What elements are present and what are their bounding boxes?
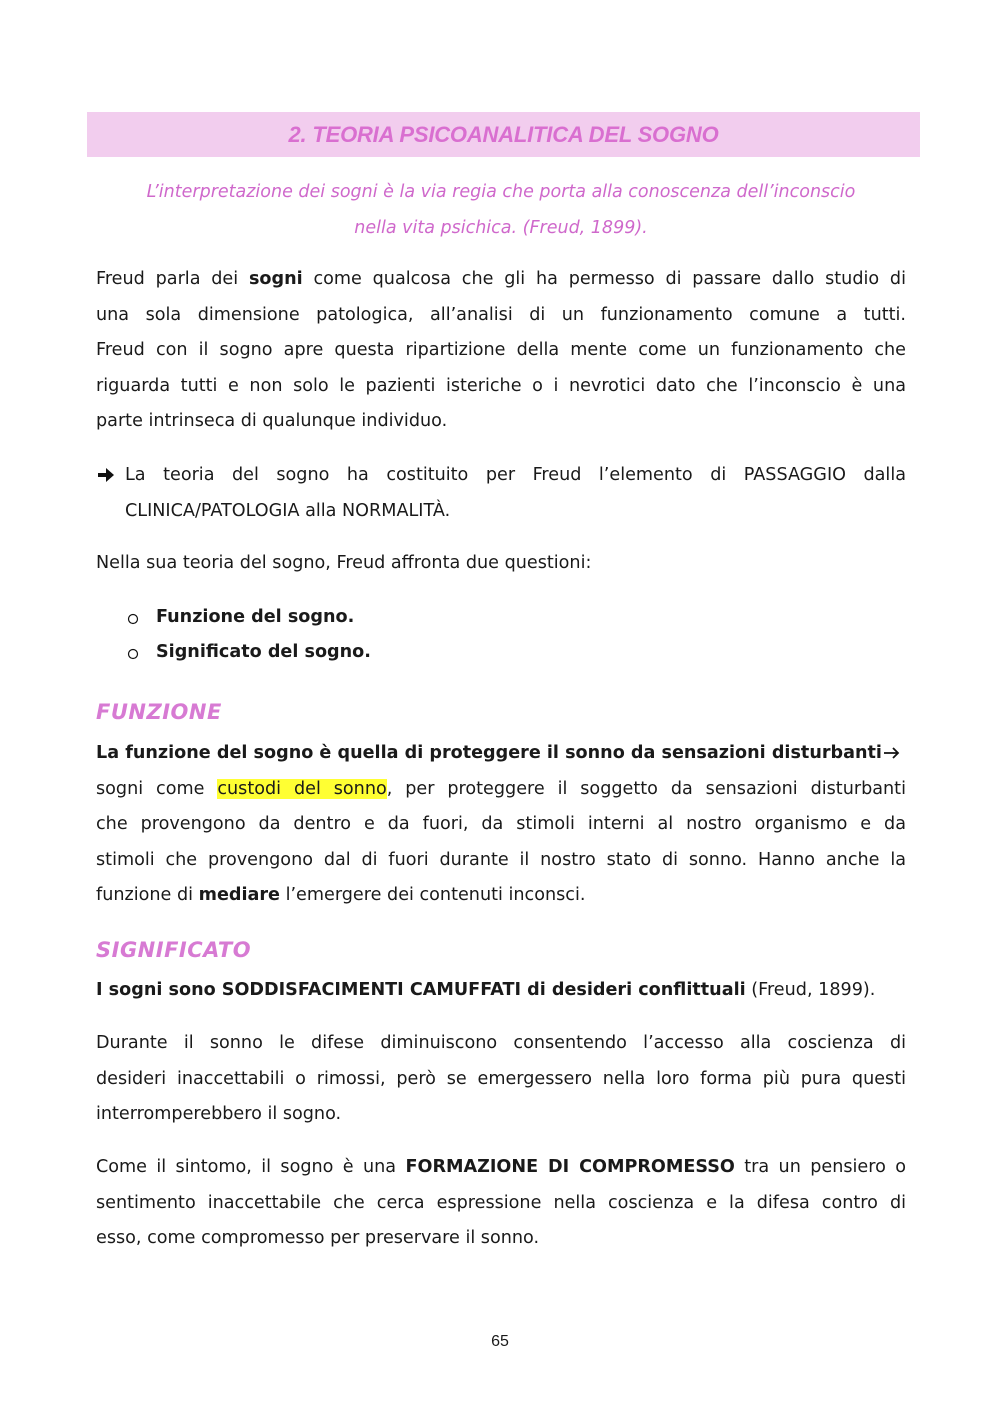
- paragraph-line: riguarda tutti e non solo le pazienti isteriche o i nevrotici dato che l’inconscio è una: [96, 375, 906, 396]
- bold-term: mediare: [198, 885, 280, 905]
- arrow-right-icon: [883, 746, 901, 760]
- text-run: tra un pensiero o: [734, 1157, 906, 1177]
- text-run: funzione di: [96, 885, 199, 905]
- section-heading-funzione: FUNZIONE: [96, 700, 222, 724]
- text-run: , per proteggere il soggetto da sensazioni disturbanti: [386, 778, 906, 799]
- chapter-title: 2. TEORIA PSICOANALITICA DEL SOGNO: [288, 121, 719, 147]
- text-run: Come il sintomo, il sogno è una: [96, 1157, 406, 1177]
- significato-lead: [96, 973, 906, 1009]
- questions-intro: [96, 546, 906, 582]
- paragraph-line: Freud con il sogno apre questa ripartizione della mente come un funzionamento che: [96, 340, 906, 360]
- paragraph-line: [96, 878, 906, 914]
- circle-bullet-icon: [126, 647, 140, 661]
- quote-line: nella vita psichica. (Freud, 1899).: [354, 218, 648, 238]
- arrow-right-icon: [96, 464, 116, 486]
- list-item: Significato del sogno.: [156, 642, 371, 662]
- page-number: 65: [491, 1333, 509, 1350]
- bold-term: sogni: [248, 269, 303, 289]
- paragraph-line: stimoli che provengono dal di fuori durante il nostro stato di sonno. Hanno anche la: [96, 849, 906, 870]
- epigraph-quote: [96, 174, 906, 246]
- text-run: come qualcosa che gli ha permesso di passare dallo studio di: [302, 269, 906, 289]
- paragraph-line: desideri inaccettabili o rimossi, però se emergessero nella loro forma più pura questi: [96, 1068, 906, 1089]
- paragraph-line: esso, come compromesso per preservare il sonno.: [96, 1228, 540, 1248]
- paragraph-line: parte intrinseca di qualunque individuo.: [96, 411, 448, 431]
- paragraph-line: una sola dimensione patologica, all’analisi di un funzionamento comune a tutti.: [96, 304, 906, 325]
- funzione-paragraph: [96, 736, 906, 914]
- text-run: sogni come: [96, 778, 218, 799]
- paragraph-line: [96, 736, 906, 772]
- text-run: l’emergere dei contenuti inconsci.: [279, 885, 586, 905]
- list-item: Funzione del sogno.: [156, 607, 355, 627]
- paragraph-line: interromperebbero il sogno.: [96, 1104, 342, 1124]
- paragraph-line: Durante il sonno le difese diminuiscono consentendo l’accesso alla coscienza di: [96, 1033, 906, 1053]
- circle-bullet-icon: [126, 612, 140, 626]
- paragraph-line: Nella sua teoria del sogno, Freud affronta due questioni:: [96, 553, 592, 573]
- bold-statement: I sogni sono SODDISFACIMENTI CAMUFFATI di desideri conflittuali: [96, 980, 746, 1000]
- compromesso-paragraph: [96, 1150, 906, 1257]
- quote-line: L’interpretazione dei sogni è la via regia che porta alla conoscenza dell’inconscio: [146, 182, 856, 202]
- bold-statement: La funzione del sogno è quella di proteggere il sonno da sensazioni disturbanti: [96, 743, 882, 763]
- paragraph-line: [96, 1150, 906, 1186]
- paragraph-line: [96, 772, 906, 808]
- paragraph-line: CLINICA/PATOLOGIA alla NORMALITÀ.: [125, 500, 451, 521]
- chapter-title-band: [87, 112, 920, 157]
- paragraph-line: La teoria del sogno ha costituito per Freud l’elemento di PASSAGGIO dalla: [125, 465, 906, 485]
- highlighted-term: custodi del sonno: [217, 778, 387, 799]
- significato-paragraph: [96, 1026, 906, 1133]
- text-run: (Freud, 1899).: [745, 980, 876, 1000]
- paragraph-line: sentimento inaccettabile che cerca espressione nella coscienza e la difesa contro di: [96, 1192, 906, 1213]
- intro-paragraph: [96, 262, 906, 440]
- text-run: Freud parla dei: [96, 269, 249, 289]
- paragraph-line: che provengono da dentro e da fuori, da stimoli interni al nostro organismo e da: [96, 814, 906, 834]
- paragraph-line: [96, 262, 906, 298]
- paragraph-line: [96, 973, 906, 1009]
- section-heading-significato: SIGNIFICATO: [96, 938, 252, 962]
- arrow-point: [125, 458, 906, 529]
- bold-term: FORMAZIONE DI COMPROMESSO: [405, 1157, 735, 1177]
